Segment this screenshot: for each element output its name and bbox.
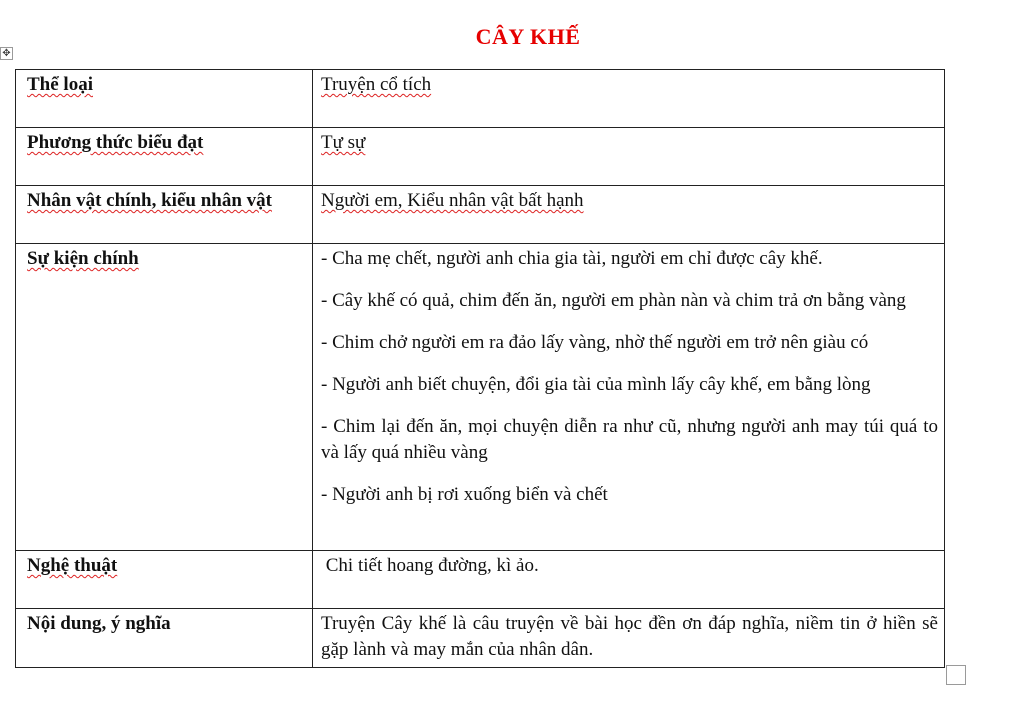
row-label: Sự kiện chính bbox=[16, 244, 313, 551]
row-label: Nhân vật chính, kiểu nhân vật bbox=[16, 186, 313, 244]
document-title: CÂY KHẾ bbox=[475, 24, 581, 49]
table-row-main-character bbox=[16, 186, 945, 244]
table-move-handle-icon[interactable]: ✥ bbox=[0, 47, 13, 60]
row-label: Phương thức biểu đạt bbox=[16, 128, 313, 186]
table-row-main-events bbox=[16, 244, 945, 551]
table-row-content-meaning bbox=[16, 609, 945, 668]
events-list bbox=[313, 244, 945, 551]
row-label: Nghệ thuật bbox=[16, 551, 313, 609]
row-value: Tự sự bbox=[313, 128, 945, 186]
table-row-genre bbox=[16, 70, 945, 128]
row-label: Nội dung, ý nghĩa bbox=[16, 609, 313, 668]
row-value: Người em, Kiểu nhân vật bất hạnh bbox=[313, 186, 945, 244]
event-item: - Cây khế có quả, chim đến ăn, người em phàn nàn và chim trả ơn bằng vàng bbox=[321, 290, 906, 311]
row-value: Truyện cổ tích bbox=[313, 70, 945, 128]
row-label: Thể loại bbox=[16, 70, 313, 128]
row-value: Truyện Cây khế là câu truyện về bài học đền ơn đáp nghĩa, niềm tin ở hiền sẽ gặp lành và may mắn của nhân dân. bbox=[313, 609, 945, 668]
event-item: - Chim lại đến ăn, mọi chuyện diễn ra như cũ, nhưng người anh may túi quá to và lấy quá nhiều vàng bbox=[321, 416, 938, 463]
table-row-art bbox=[16, 551, 945, 609]
summary-table bbox=[15, 69, 945, 668]
row-value: Chi tiết hoang đường, kì ảo. bbox=[313, 551, 945, 609]
table-resize-handle[interactable] bbox=[946, 665, 966, 685]
event-item: - Chim chở người em ra đảo lấy vàng, nhờ thế người em trở nên giàu có bbox=[321, 332, 869, 353]
event-item: - Người anh biết chuyện, đổi gia tài của mình lấy cây khế, em bằng lòng bbox=[321, 374, 871, 395]
event-item: - Người anh bị rơi xuống biển và chết bbox=[321, 484, 608, 505]
event-item: - Cha mẹ chết, người anh chia gia tài, người em chỉ được cây khế. bbox=[321, 248, 823, 269]
table-row-expression-mode bbox=[16, 128, 945, 186]
